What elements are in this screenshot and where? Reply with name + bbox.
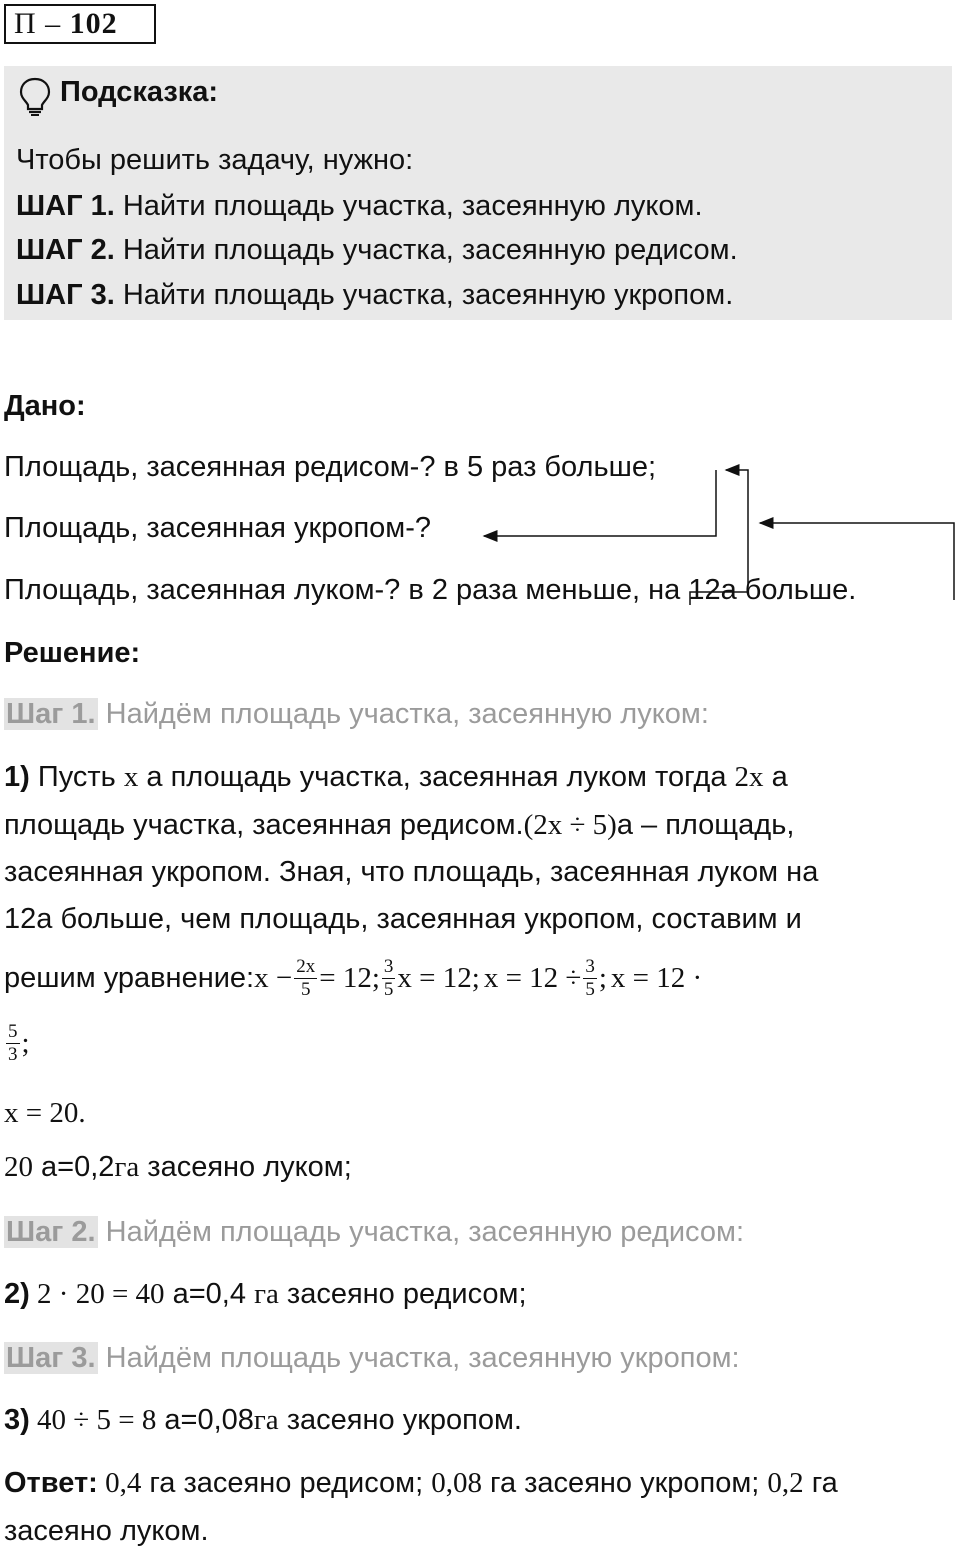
step-2-colon: : bbox=[735, 1216, 744, 1248]
solution-result: x = 20. bbox=[4, 1097, 86, 1129]
text: га засеяно редисом; bbox=[141, 1467, 432, 1499]
step-3-object: площадь участка, засеянную укропом bbox=[219, 1342, 732, 1374]
hint-step-label: ШАГ 2. bbox=[16, 234, 115, 266]
text: а площадь участка, засеянная луком тогда bbox=[138, 761, 735, 793]
text: решим уравнение: bbox=[4, 961, 255, 994]
hint-step-text: Найти площадь участка, засеянную редисом. bbox=[114, 234, 738, 266]
text: Пусть bbox=[29, 761, 124, 793]
math: 20 bbox=[4, 1151, 33, 1183]
numerator: 2x bbox=[296, 955, 316, 977]
task-prefix: П – bbox=[14, 7, 62, 40]
item-number: 2) bbox=[4, 1278, 30, 1310]
denominator: 5 bbox=[300, 978, 311, 1000]
solution-line-3: засеянная укропом. Зная, что площадь, засеянная луком на bbox=[4, 856, 819, 888]
answer-label: Ответ: bbox=[4, 1467, 98, 1499]
hint-intro: Чтобы решить задачу, нужно: bbox=[16, 144, 414, 176]
math: 2 · 20 = 40 bbox=[29, 1278, 165, 1310]
math: 0,4 bbox=[97, 1467, 142, 1499]
solution-line-2 bbox=[4, 809, 794, 842]
item-number: 3) bbox=[4, 1404, 30, 1436]
solution-step-3-line bbox=[4, 1404, 522, 1437]
denominator: 5 bbox=[585, 978, 595, 1000]
text: засеяно луком; bbox=[139, 1151, 352, 1183]
math: га bbox=[253, 1404, 279, 1436]
fraction bbox=[6, 1021, 20, 1066]
step-2-heading bbox=[4, 1216, 744, 1249]
arrow-onion-to-radish bbox=[690, 470, 748, 605]
math: га bbox=[114, 1151, 140, 1183]
solution-title: Решение: bbox=[4, 637, 141, 669]
text: га bbox=[803, 1467, 838, 1499]
solution-line-4: 12а больше, чем площадь, засеянная укропом, составим и bbox=[4, 903, 802, 935]
fraction bbox=[294, 956, 317, 1001]
given-radish: Площадь, засеянная редисом-? в 5 раз больше; bbox=[4, 451, 657, 483]
text: а=0,2 bbox=[33, 1151, 115, 1183]
step-3-tag: Шаг 3. bbox=[6, 1342, 96, 1374]
math: га bbox=[254, 1278, 279, 1310]
denominator: 3 bbox=[8, 1043, 18, 1065]
fraction bbox=[583, 956, 597, 1001]
hint-step-label: ШАГ 1. bbox=[16, 190, 115, 222]
answer-line-1 bbox=[4, 1467, 838, 1500]
text: а=0,4 bbox=[164, 1278, 255, 1310]
math: x = 12 ÷ bbox=[483, 961, 582, 994]
step-2-verb: Найдём bbox=[97, 1216, 220, 1248]
step-1-verb: Найдём bbox=[97, 698, 220, 730]
step-1-tag: Шаг 1. bbox=[6, 698, 96, 730]
numerator: 5 bbox=[8, 1020, 18, 1042]
step-3-heading bbox=[4, 1342, 740, 1375]
solution-line-1 bbox=[4, 761, 788, 794]
step-2-tag: Шаг 2. bbox=[6, 1216, 96, 1248]
numerator: 3 bbox=[585, 955, 595, 977]
step-3-verb: Найдём bbox=[97, 1342, 220, 1374]
denominator: 5 bbox=[383, 978, 394, 1000]
item-number: 1) bbox=[4, 761, 30, 793]
given-dill: Площадь, засеянная укропом-? bbox=[4, 512, 432, 544]
hint-title: Подсказка: bbox=[60, 76, 219, 108]
given-onion: Площадь, засеянная луком-? в 2 раза меньше, на 12а больше. bbox=[4, 574, 857, 606]
math: (2x ÷ 5) bbox=[523, 809, 617, 841]
text: площадь участка, засеянная редисом. bbox=[4, 809, 524, 841]
text: га засеяно укропом; bbox=[481, 1467, 768, 1499]
step-1-colon: : bbox=[700, 698, 709, 730]
hint-step-label: ШАГ 3. bbox=[16, 279, 115, 311]
numerator: 3 bbox=[383, 955, 394, 977]
arrow-onion-to-dill bbox=[760, 523, 954, 600]
arrow-radish-to-dill bbox=[484, 470, 716, 536]
math: x = 12 · bbox=[610, 961, 703, 994]
math: ; bbox=[21, 1026, 30, 1059]
solution-step-2-line bbox=[4, 1278, 527, 1311]
text: засеяно редисом; bbox=[278, 1278, 527, 1310]
answer-line-2: засеяно луком. bbox=[4, 1515, 209, 1547]
text: а – площадь, bbox=[616, 809, 795, 841]
hint-step-text: Найти площадь участка, засеянную укропом. bbox=[114, 279, 734, 311]
math: x = 12; bbox=[397, 961, 480, 994]
solution-onion-conclusion bbox=[4, 1151, 352, 1184]
math: 0,08 bbox=[431, 1467, 482, 1499]
given-title: Дано: bbox=[4, 390, 86, 422]
step-3-colon: : bbox=[731, 1342, 740, 1374]
step-2-object: площадь участка, засеянную редисом bbox=[219, 1216, 736, 1248]
step-1-heading bbox=[4, 698, 709, 731]
solution-equation-wrap bbox=[4, 1013, 30, 1073]
relation-arrows bbox=[0, 0, 960, 640]
fraction bbox=[382, 956, 396, 1001]
step-1-object: площадь участка, засеянную луком bbox=[219, 698, 701, 730]
text: засеяно укропом. bbox=[278, 1404, 522, 1436]
task-number-value: 102 bbox=[69, 7, 118, 40]
math: x bbox=[123, 761, 139, 793]
math: = 12; bbox=[319, 961, 380, 994]
math: ; bbox=[598, 961, 607, 994]
text: а bbox=[763, 761, 788, 793]
math: 0,2 bbox=[767, 1467, 804, 1499]
math: 40 ÷ 5 = 8 bbox=[29, 1404, 157, 1436]
text: а=0,08 bbox=[156, 1404, 254, 1436]
solution-equation-line bbox=[4, 948, 702, 1008]
math: 2x bbox=[734, 761, 764, 793]
math: x − bbox=[254, 961, 293, 994]
hint-step-text: Найти площадь участка, засеянную луком. bbox=[114, 190, 703, 222]
